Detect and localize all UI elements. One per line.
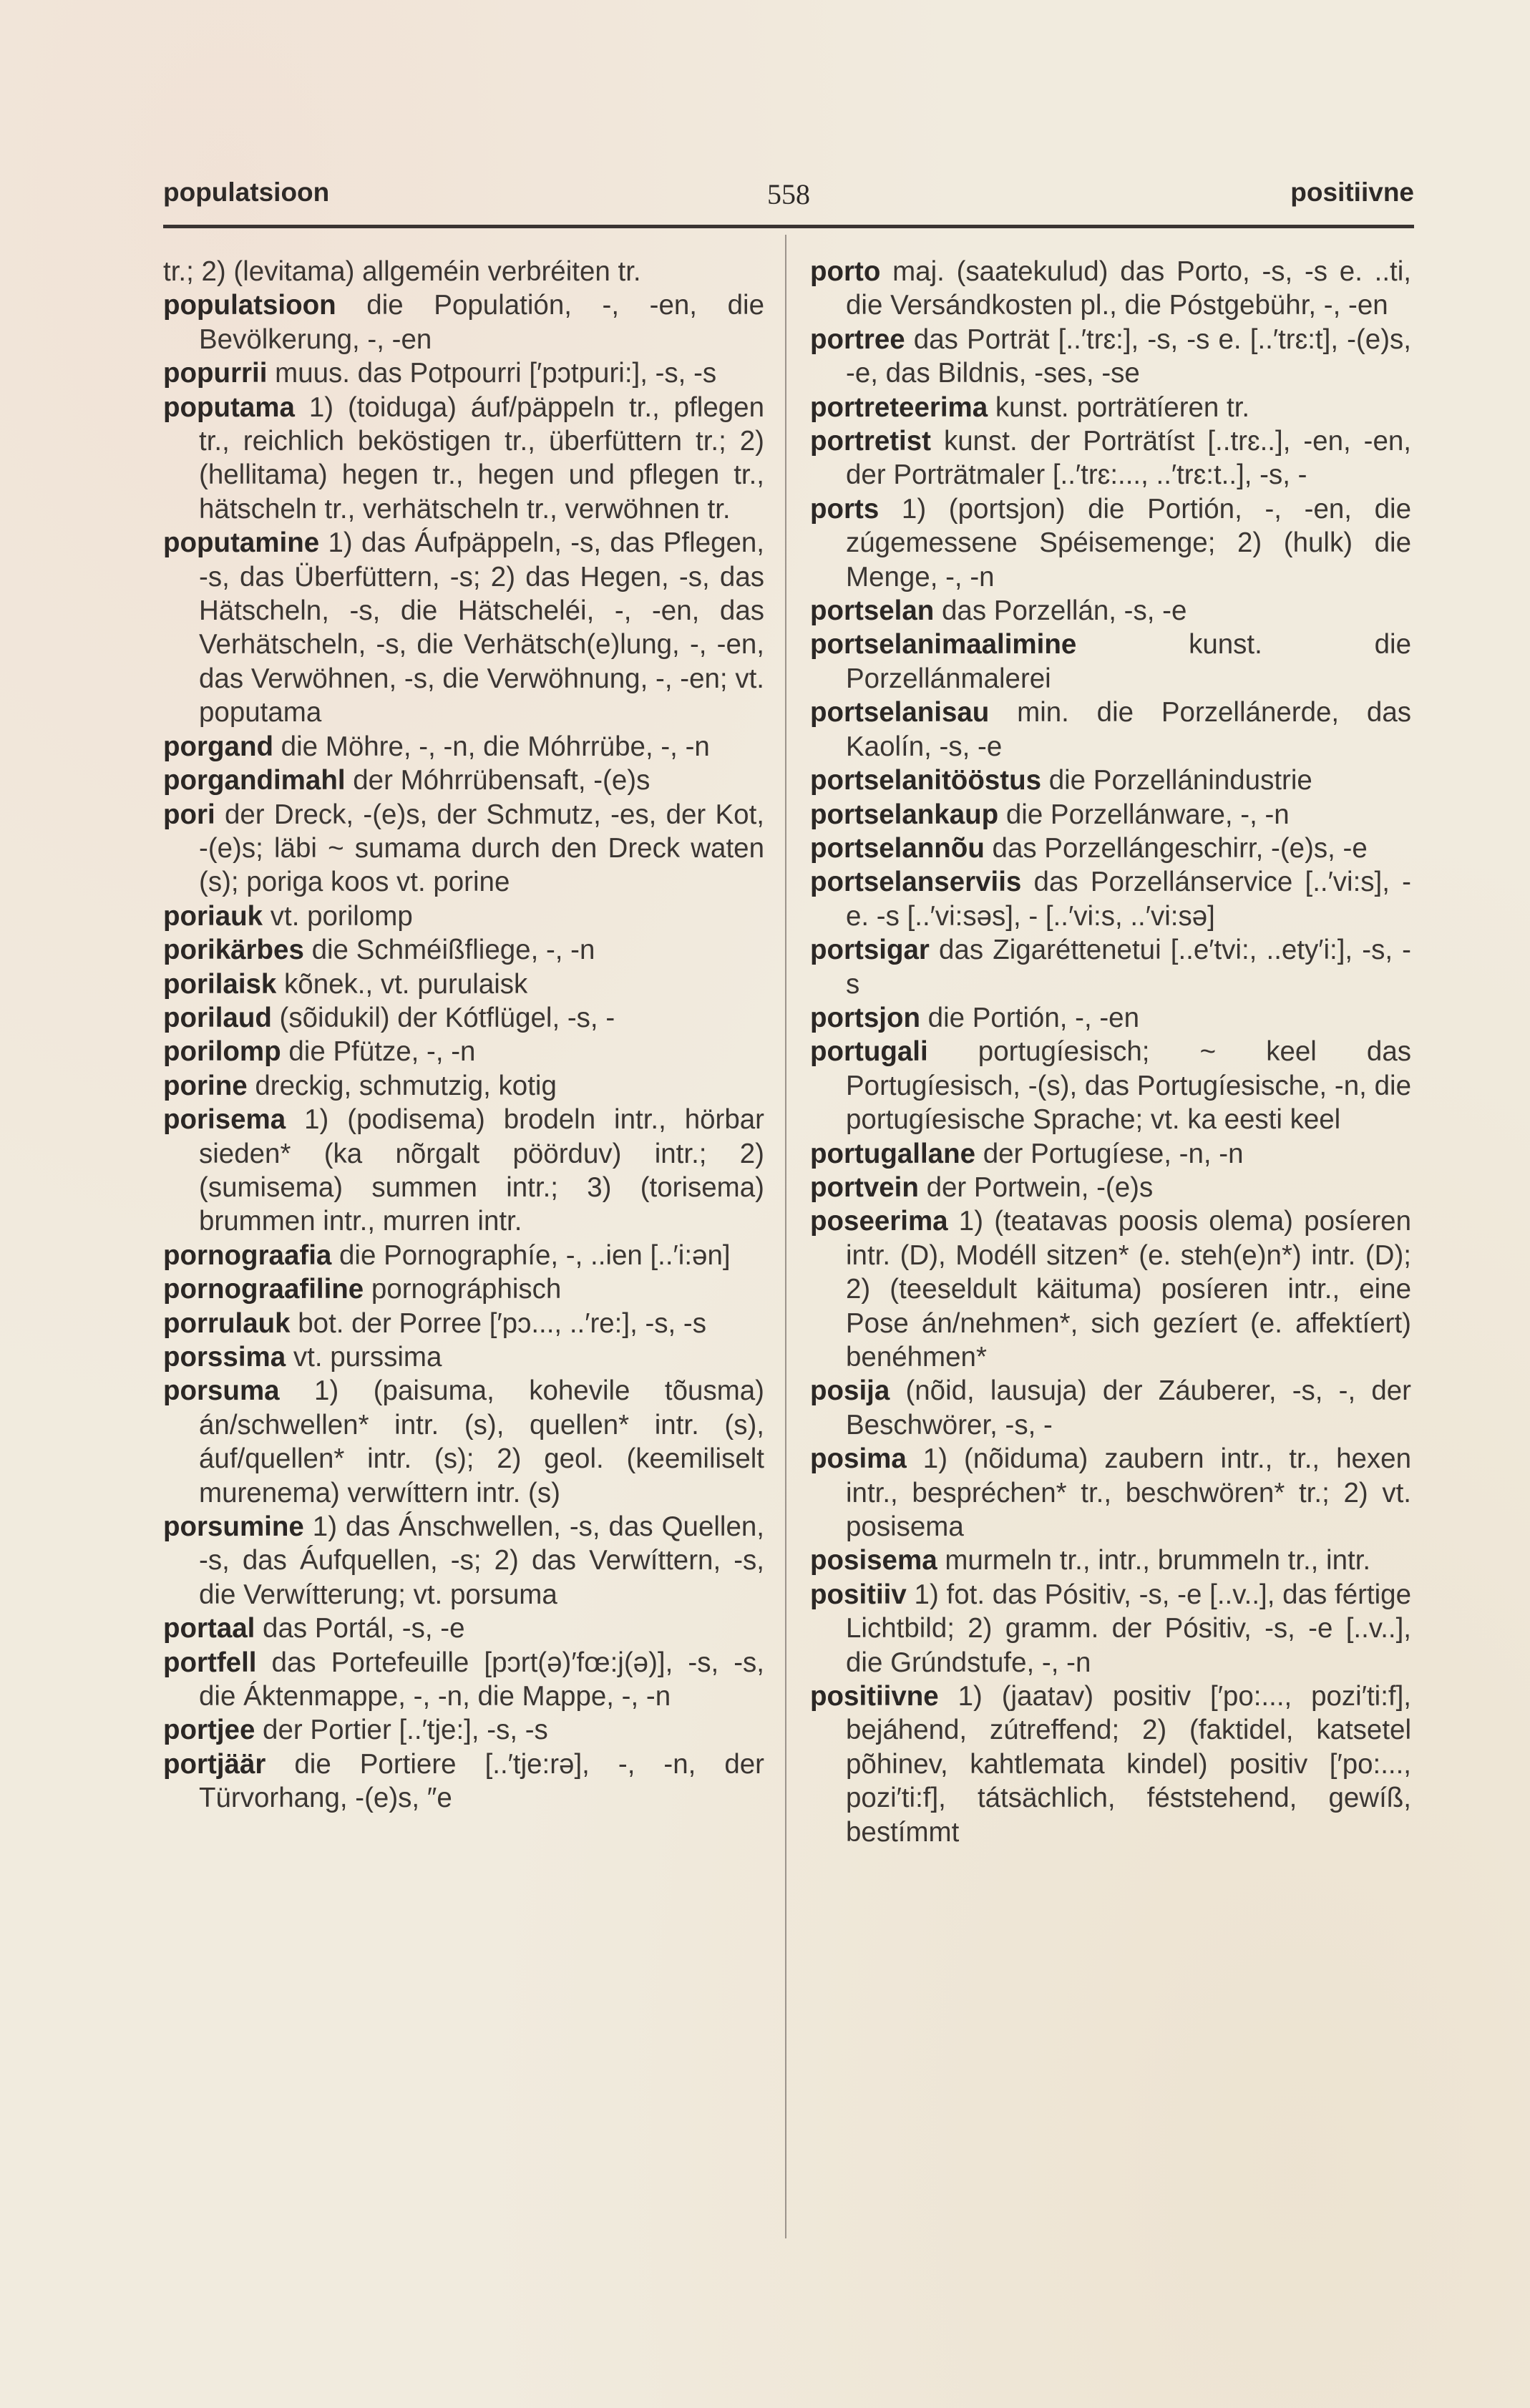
dictionary-entry bbox=[163, 730, 764, 764]
entry-headword: portjee bbox=[163, 1715, 255, 1746]
entry-headword: pornograafiline bbox=[163, 1274, 364, 1305]
entry-definition: pornográphisch bbox=[364, 1274, 562, 1305]
entry-definition: muus. das Potpourri [′pɔtpuri:], -s, -s bbox=[267, 358, 717, 389]
dictionary-entry bbox=[810, 1001, 1411, 1035]
entry-definition: 1) (paisuma, kohevile tõusma) án/schwellen* intr. (s), quellen* intr. (s), áuf/quellen* intr. (s); 2) geol. (keemiliselt murenema) verwíttern intr. (s) bbox=[199, 1375, 764, 1508]
entry-definition: 1) (portsjon) die Portión, -, -en, die zúgemessene Spéisemenge; 2) (hulk) die Menge, -, -n bbox=[846, 493, 1411, 593]
entry-definition: kunst. porträtíeren tr. bbox=[988, 391, 1250, 423]
dictionary-entry bbox=[163, 526, 764, 729]
dictionary-entry bbox=[163, 1103, 764, 1239]
entry-definition: kõnek., vt. purulaisk bbox=[276, 968, 528, 1000]
dictionary-entry bbox=[163, 356, 764, 390]
entry-definition: 1) das Ánschwellen, -s, das Quellen, -s, das Áufquellen, -s; 2) das Verwíttern, -s, die Verwítterung; vt. porsuma bbox=[199, 1511, 764, 1610]
entry-headword: positiivne bbox=[810, 1681, 939, 1712]
dictionary-entry bbox=[163, 391, 764, 527]
entry-definition: vt. porilomp bbox=[263, 900, 413, 932]
dictionary-entry bbox=[163, 288, 764, 356]
entry-headword: portretist bbox=[810, 426, 931, 457]
entry-definition: die Pfütze, -, -n bbox=[281, 1036, 476, 1068]
entry-definition: 1) fot. das Pósitiv, -s, -e [..v..], das fértige Lichtbild; 2) gramm. der Pósitiv, -s, -e [..v..], die Grúndstufe, -, -n bbox=[846, 1579, 1411, 1678]
entry-headword: pori bbox=[163, 799, 215, 830]
entry-headword: portselan bbox=[810, 595, 935, 627]
dictionary-entry bbox=[163, 1612, 764, 1645]
dictionary-entry bbox=[810, 1680, 1411, 1849]
dictionary-entry bbox=[163, 900, 764, 933]
dictionary-entry bbox=[163, 764, 764, 797]
entry-headword: porgandimahl bbox=[163, 765, 346, 796]
entry-headword: porisema bbox=[163, 1104, 286, 1136]
entry-definition: das Zigaréttenetui [..e′tvi:, ..ety′i:], -s, -s bbox=[846, 935, 1411, 1000]
entry-headword: pornograafia bbox=[163, 1239, 332, 1271]
dictionary-entry bbox=[810, 1137, 1411, 1171]
entry-definition: bot. der Porree [′pɔ..., ..′re:], -s, -s bbox=[290, 1307, 706, 1339]
dictionary-entry bbox=[810, 594, 1411, 628]
entry-headword: populatsioon bbox=[163, 290, 336, 321]
entry-definition: kunst. der Porträtíst [..trɛ..], -en, -en, der Porträtmaler [..′trɛ:..., ..′trɛ:t..], -s, - bbox=[846, 426, 1411, 491]
dictionary-entry bbox=[163, 1272, 764, 1306]
entry-definition: das Porzellánservice [..′vi:s], - e. -s [..′vi:səs], - [..′vi:s, ..′vi:sə] bbox=[846, 867, 1411, 932]
entry-definition: 1) (jaatav) positiv [′po:..., pozi′ti:f], bejáhend, zútreffend; 2) (faktidel, katsetel põhinev, kahtlemata kindel) positiv [′po:..., pozi′ti:f], tátsächlich, féststehend, gewíß, bestímmt bbox=[846, 1681, 1411, 1848]
entry-headword: poputama bbox=[163, 391, 295, 423]
entry-definition: die Portiere [..′tje:rə], -, -n, der Türvorhang, -(e)s, ″e bbox=[199, 1748, 764, 1814]
entry-headword: porine bbox=[163, 1070, 248, 1101]
dictionary-entry bbox=[163, 798, 764, 900]
entry-headword: portvein bbox=[810, 1171, 919, 1203]
entry-definition: dreckig, schmutzig, kotig bbox=[247, 1070, 557, 1101]
entry-definition: die Populatión, -, -en, die Bevölkerung, -, -en bbox=[199, 290, 764, 355]
entry-definition: (sõidukil) der Kótflügel, -s, - bbox=[271, 1002, 615, 1033]
entry-headword: porsumine bbox=[163, 1511, 304, 1543]
dictionary-entry bbox=[810, 798, 1411, 832]
dictionary-entry bbox=[810, 865, 1411, 933]
dictionary-entry bbox=[810, 1544, 1411, 1577]
entry-headword: ports bbox=[810, 493, 879, 525]
entry-headword: porikärbes bbox=[163, 935, 304, 966]
dictionary-entry bbox=[810, 628, 1411, 696]
entry-definition: die Pornographíe, -, ..ien [..′i:ən] bbox=[331, 1239, 731, 1271]
dictionary-entry bbox=[810, 323, 1411, 391]
entry-headword: porssima bbox=[163, 1342, 286, 1373]
dictionary-entry bbox=[810, 696, 1411, 764]
entry-definition: tr.; 2) (levitama) allgeméin verbréiten tr. bbox=[163, 256, 641, 287]
header-rule bbox=[163, 225, 1414, 228]
entry-headword: portugali bbox=[810, 1036, 928, 1068]
entry-definition: die Porzellánindustrie bbox=[1041, 765, 1312, 796]
entry-definition: die Schméißfliege, -, -n bbox=[303, 935, 595, 966]
entry-headword: poputamine bbox=[163, 527, 320, 559]
page-number: 558 bbox=[767, 178, 810, 210]
entry-definition: maj. (saatekulud) das Porto, -s, -s e. ..ti, die Versándkosten pl., die Póstgebühr, -, -en bbox=[846, 256, 1411, 321]
dictionary-entry bbox=[810, 1442, 1411, 1544]
dictionary-entry bbox=[810, 424, 1411, 492]
entry-headword: portselankaup bbox=[810, 799, 999, 830]
dictionary-entry bbox=[810, 764, 1411, 797]
dictionary-entry bbox=[810, 832, 1411, 865]
entry-headword: popurrii bbox=[163, 358, 268, 389]
dictionary-entry bbox=[810, 391, 1411, 424]
left-column bbox=[163, 255, 764, 1815]
right-column bbox=[810, 255, 1411, 1849]
last-headword-guide: positiivne bbox=[1290, 177, 1414, 207]
dictionary-entry bbox=[163, 1307, 764, 1340]
entry-definition: das Porzellángeschirr, -(e)s, -e bbox=[984, 832, 1368, 864]
entry-headword: portugallane bbox=[810, 1138, 976, 1169]
entry-definition: die Portión, -, -en bbox=[920, 1002, 1139, 1033]
dictionary-entry bbox=[163, 967, 764, 1001]
entry-definition: das Porträt [..′trɛ:], -s, -s e. [..′trɛ:t], -(e)s, -e, das Bildnis, -ses, -se bbox=[846, 323, 1411, 389]
entry-headword: portree bbox=[810, 323, 905, 355]
entry-definition: kunst. die Porzellánmalerei bbox=[846, 629, 1411, 694]
entry-headword: portfell bbox=[163, 1647, 257, 1678]
entry-definition: die Porzellánware, -, -n bbox=[998, 799, 1290, 830]
entry-headword: poseerima bbox=[810, 1206, 948, 1237]
dictionary-entry bbox=[810, 1171, 1411, 1204]
entry-headword: portselanserviis bbox=[810, 867, 1022, 898]
dictionary-entry bbox=[810, 492, 1411, 594]
dictionary-entry bbox=[163, 1239, 764, 1272]
entry-definition: das Portál, -s, -e bbox=[255, 1613, 465, 1644]
entry-headword: posima bbox=[810, 1443, 907, 1475]
entry-definition: der Portugíese, -n, -n bbox=[975, 1138, 1244, 1169]
entry-definition: der Móhrrübensaft, -(e)s bbox=[345, 765, 651, 796]
entry-definition: das Portefeuille [pɔrt(ə)′fœ:j(ə)], -s, -s, die Áktenmappe, -, -n, die Mappe, -, -n bbox=[199, 1647, 764, 1712]
entry-headword: porilaud bbox=[163, 1002, 272, 1033]
dictionary-entry bbox=[163, 1374, 764, 1510]
entry-headword: posisema bbox=[810, 1545, 937, 1576]
entry-headword: portselannõu bbox=[810, 832, 985, 864]
entry-headword: portreteerima bbox=[810, 391, 988, 423]
entry-definition: der Portwein, -(e)s bbox=[918, 1171, 1154, 1203]
dictionary-entry bbox=[163, 1069, 764, 1103]
dictionary-entry bbox=[163, 1510, 764, 1612]
entry-headword: porgand bbox=[163, 731, 273, 762]
entry-headword: positiiv bbox=[810, 1579, 907, 1610]
entry-definition: 1) (toiduga) áuf/päppeln tr., pflegen tr., reichlich beköstigen tr., überfüttern tr.; 2) (hellitama) hegen tr., hegen und pflegen tr., hätscheln tr., verhätscheln tr., verwöhnen tr. bbox=[199, 391, 764, 525]
entry-headword: porilaisk bbox=[163, 968, 277, 1000]
entry-headword: poriauk bbox=[163, 900, 263, 932]
dictionary-entry bbox=[163, 1035, 764, 1068]
first-headword-guide: populatsioon bbox=[163, 177, 330, 207]
entry-definition: das Porzellán, -s, -e bbox=[934, 595, 1187, 627]
dictionary-entry bbox=[810, 1578, 1411, 1680]
entry-definition: 1) das Áufpäppeln, -s, das Pflegen, -s, das Überfüttern, -s; 2) das Hegen, -s, das Hätscheln, -s, die Hätscheléi, -, -en, das Verhätscheln, -s, die Verhätsch(e)lung, -, -en, das Verwöhnen, -s, die Verwöhnung, -, -en; vt. poputama bbox=[199, 527, 764, 728]
entry-definition: die Möhre, -, -n, die Móhrrübe, -, -n bbox=[273, 731, 710, 762]
dictionary-entry bbox=[810, 1374, 1411, 1442]
entry-definition: der Dreck, -(e)s, der Schmutz, -es, der Kot, -(e)s; läbi ~ sumama durch den Dreck waten (s); poriga koos vt. porine bbox=[199, 799, 764, 898]
entry-headword: portsigar bbox=[810, 935, 930, 966]
entry-headword: portaal bbox=[163, 1613, 255, 1644]
dictionary-entry bbox=[163, 1646, 764, 1714]
dictionary-entry bbox=[810, 933, 1411, 1001]
entry-definition: (nõid, lausuja) der Záuberer, -s, -, der Beschwörer, -s, - bbox=[846, 1375, 1411, 1441]
entry-headword: posija bbox=[810, 1375, 890, 1407]
dictionary-entry bbox=[163, 1001, 764, 1035]
entry-headword: porsuma bbox=[163, 1375, 280, 1407]
dictionary-entry bbox=[163, 255, 764, 288]
entry-headword: portsjon bbox=[810, 1002, 920, 1033]
entry-definition: murmeln tr., intr., brummeln tr., intr. bbox=[937, 1545, 1371, 1576]
entry-headword: portselanisau bbox=[810, 697, 990, 728]
entry-definition: 1) (podisema) brodeln intr., hörbar sieden* (ka nõrgalt pöörduv) intr.; 2) (sumisema) summen intr.; 3) (torisema) brummen intr., murren intr. bbox=[199, 1104, 764, 1237]
entry-headword: porto bbox=[810, 256, 881, 287]
dictionary-entry bbox=[810, 255, 1411, 323]
entry-definition: der Portier [..′tje:], -s, -s bbox=[255, 1715, 548, 1746]
entry-definition: min. die Porzellánerde, das Kaolín, -s, -e bbox=[846, 697, 1411, 762]
dictionary-entry bbox=[163, 1747, 764, 1815]
dictionary-entry bbox=[163, 1340, 764, 1374]
entry-headword: porilomp bbox=[163, 1036, 281, 1068]
entry-definition: 1) (nõiduma) zaubern intr., tr., hexen intr., bespréchen* tr., beschwören* tr.; 2) vt. posisema bbox=[846, 1443, 1411, 1543]
dictionary-entry bbox=[163, 933, 764, 967]
running-head bbox=[163, 177, 1414, 220]
entry-definition: portugíesisch; ~ keel das Portugíesisch, -(s), das Portugíesische, -n, die portugíesische Sprache; vt. ka eesti keel bbox=[846, 1036, 1411, 1136]
dictionary-entry bbox=[810, 1204, 1411, 1374]
column-divider bbox=[785, 235, 786, 2238]
entry-definition: vt. purssima bbox=[286, 1342, 442, 1373]
entry-headword: portselanitööstus bbox=[810, 765, 1042, 796]
entry-definition: 1) (teatavas poosis olema) posíeren intr. (D), Modéll sitzen* (e. steh(e)n*) intr. (D); 2) (teeseldult käituma) posíeren intr., eine Pose án/nehmen*, sich gezíert (e. affektíert) benéhmen* bbox=[846, 1206, 1411, 1373]
dictionary-entry bbox=[163, 1713, 764, 1747]
entry-headword: porrulauk bbox=[163, 1307, 291, 1339]
entry-headword: portselanimaalimine bbox=[810, 629, 1077, 661]
entry-headword: portjäär bbox=[163, 1748, 266, 1780]
dictionary-entry bbox=[810, 1035, 1411, 1136]
